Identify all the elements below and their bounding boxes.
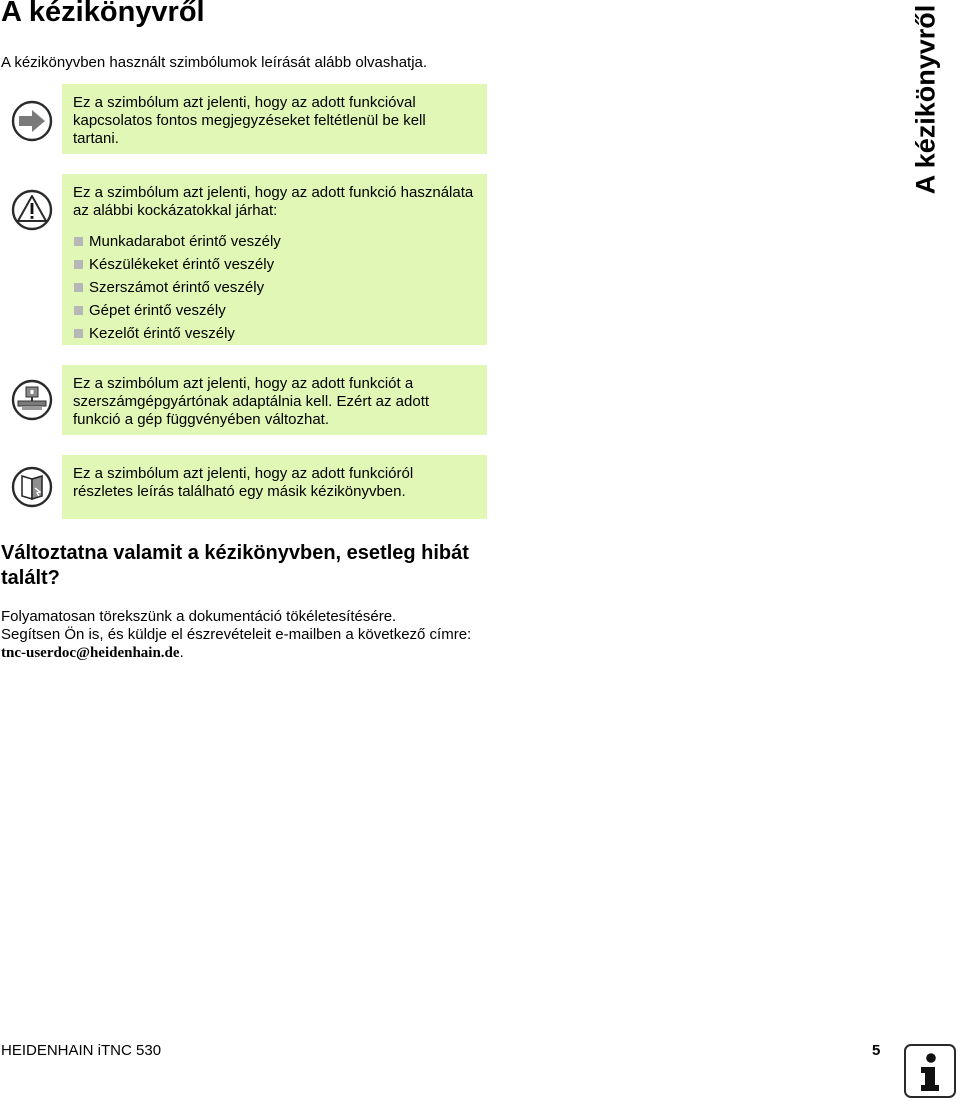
note-warning [62,174,487,345]
note-text: Ez a szimbólum azt jelenti, hogy az adott funkcióval kapcsolatos fontos megjegyzéseket feltétlenül be kell tartani. [73,94,426,147]
page-title: A kézikönyvről [1,0,205,28]
note-icon-cell [0,174,60,345]
risk-list [73,230,475,345]
note-important [62,84,487,154]
intro-text: A kézikönyvben használt szimbólumok leírását alább olvashatja. [1,54,428,71]
note-icon-cell [0,455,60,519]
note-text: Ez a szimbólum azt jelenti, hogy az adott funkcióról részletes leírás található egy másik kézikönyvben. [73,465,414,500]
note-icon-cell [0,365,60,435]
page-number: 5 [872,1042,881,1059]
manual-book-icon [11,466,53,508]
note-text: Ez a szimbólum azt jelenti, hogy az adott funkció használata az alábbi kockázatokkal járhat: [73,184,474,219]
warning-triangle-icon [11,189,53,231]
list-item: Gépet érintő veszély [73,299,475,322]
feedback-line-suffix: . [179,644,184,661]
feedback-text [1,608,481,662]
list-item: Munkadarabot érintő veszély [73,230,475,253]
side-tab-label: A kézikönyvről [910,4,941,194]
note-other-manual [62,455,487,519]
list-item: Kezelőt érintő veszély [73,322,475,345]
list-item: Szerszámot érintő veszély [73,276,475,299]
feedback-line: Folyamatosan törekszünk a dokumentáció tökéletesítésére. [1,608,397,625]
note-icon-cell [0,84,60,154]
email-link[interactable]: tnc-userdoc@heidenhain.de [1,645,180,661]
note-machine-dependent [62,365,487,435]
feedback-line [1,626,481,662]
arrow-right-icon [11,100,53,142]
info-tile[interactable] [904,1044,956,1098]
list-item: Készülékeket érintő veszély [73,253,475,276]
feedback-line-prefix: Segítsen Ön is, és küldje el észrevételeit e-mailben a következő címre: [1,626,472,643]
feedback-heading: Változtatna valamit a kézikönyvben, esetleg hibát talált? [1,542,469,589]
side-tab [906,0,946,198]
info-icon [906,1046,954,1096]
footer-product: HEIDENHAIN iTNC 530 [1,1042,162,1059]
note-text: Ez a szimbólum azt jelenti, hogy az adott funkciót a szerszámgépgyártónak adaptálnia kell. Ezért az adott funkció a gép függvényében változhat. [73,375,430,428]
machine-tool-icon [11,379,53,421]
